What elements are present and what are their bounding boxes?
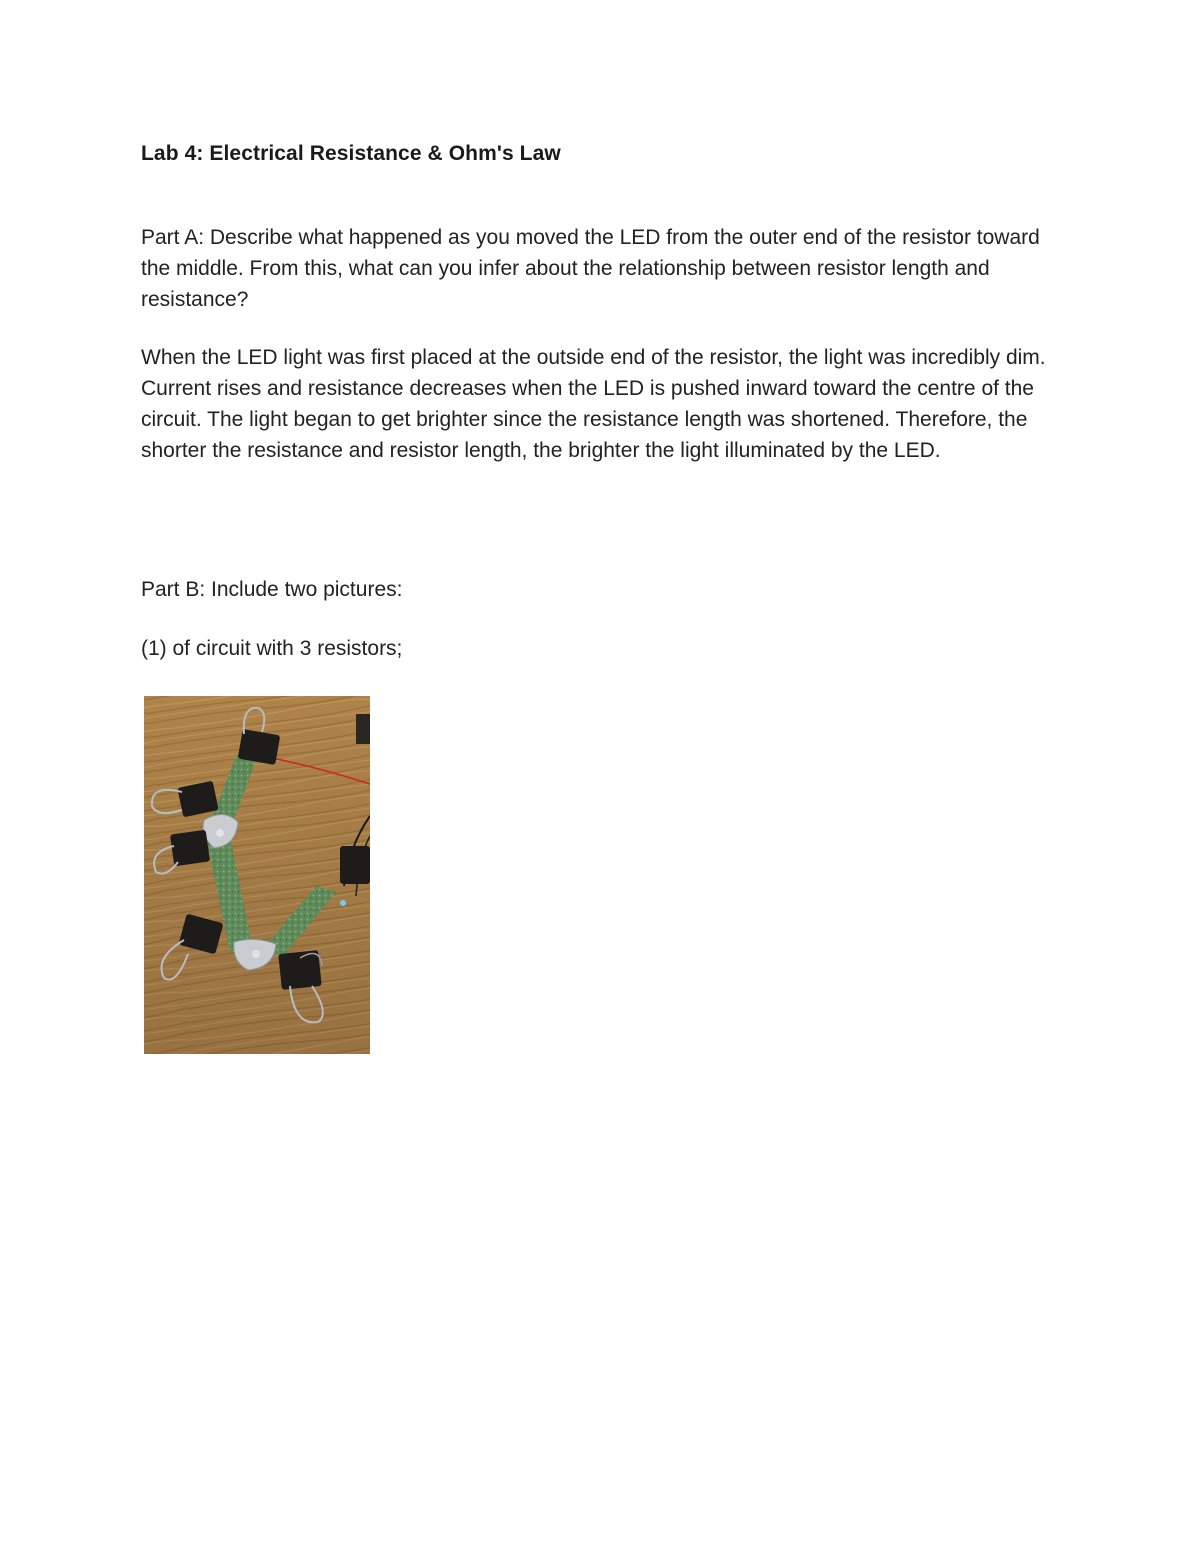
circuit-photo	[144, 696, 370, 1054]
part-b-item-1: (1) of circuit with 3 resistors;	[141, 637, 403, 660]
led	[340, 900, 346, 906]
page-title: Lab 4: Electrical Resistance & Ohm's Law	[141, 142, 561, 165]
dark-object	[356, 714, 370, 744]
part-b-prompt: Part B: Include two pictures:	[141, 578, 403, 601]
part-a-answer: When the LED light was first placed at the outside end of the resistor, the light was incredibly dim. Current rises and resistance decreases when the LED is pushed inward toward the centre of the circuit. The light began to get brighter since the resistance length was shortened. Therefore, the shorter the resistance and resistor length, the brighter the light illuminated by the LED.	[141, 346, 1046, 462]
part-a-question: Part A: Describe what happened as you moved the LED from the outer end of the resistor toward the middle. From this, what can you infer about the relationship between resistor length and resistance?	[141, 226, 1040, 311]
binder-clip	[340, 846, 370, 884]
